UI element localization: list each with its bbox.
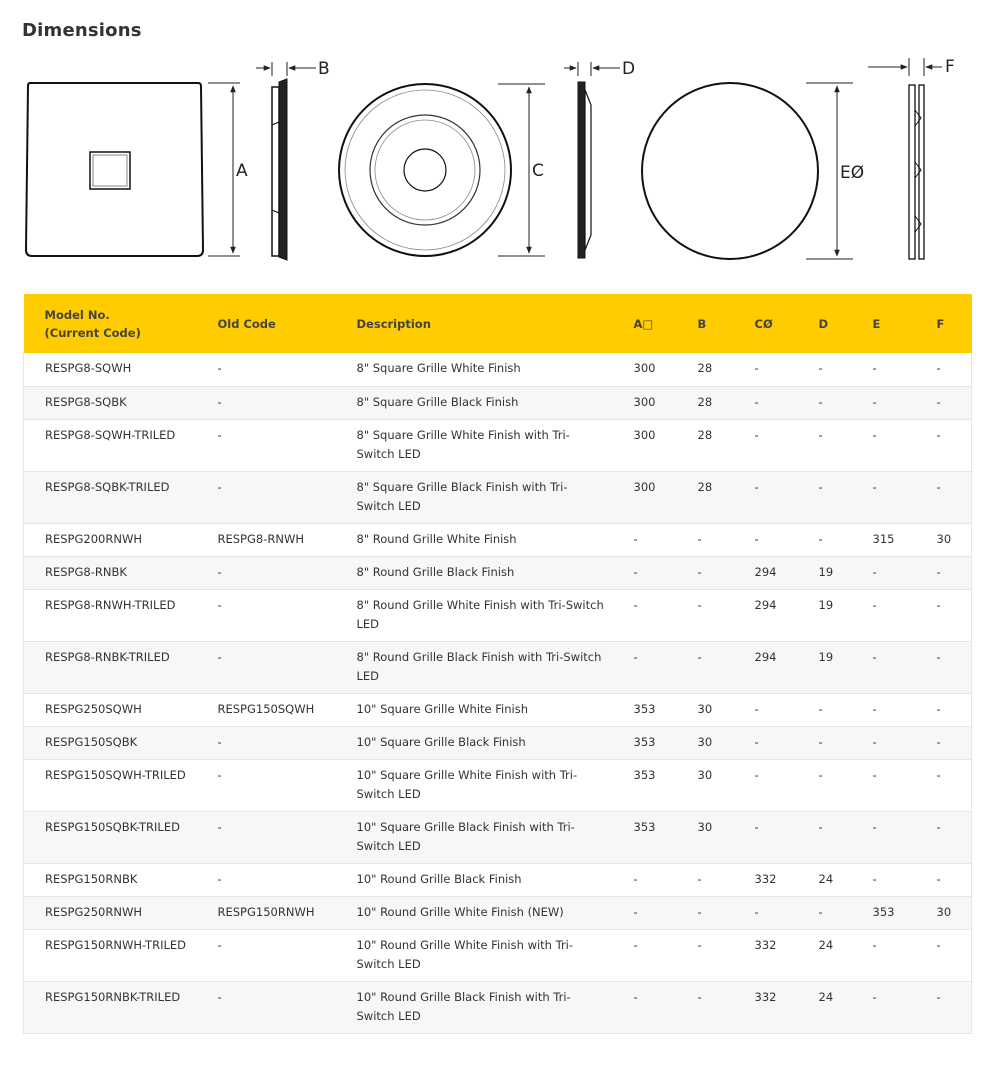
label-c: C bbox=[532, 161, 544, 181]
header-model-line1: Model No. bbox=[44, 307, 110, 322]
cell-e: - bbox=[852, 471, 916, 523]
cell-old-code: - bbox=[197, 589, 336, 641]
cell-c: - bbox=[734, 386, 798, 419]
cell-c: - bbox=[734, 726, 798, 759]
cell-old-code: - bbox=[197, 353, 336, 386]
cell-description: 10" Round Grille White Finish (NEW) bbox=[336, 896, 613, 929]
cell-old-code: RESPG8-RNWH bbox=[197, 523, 336, 556]
cell-description: 10" Round Grille White Finish with Tri-Switch LED bbox=[336, 929, 613, 981]
cell-b: 28 bbox=[677, 353, 734, 386]
cell-a: - bbox=[613, 523, 677, 556]
cell-model: RESPG150SQBK bbox=[24, 726, 197, 759]
dimension-a-indicator bbox=[208, 83, 248, 256]
cell-d: 24 bbox=[798, 929, 852, 981]
cell-f: - bbox=[916, 811, 972, 863]
cell-old-code: - bbox=[197, 863, 336, 896]
cell-c: 332 bbox=[734, 929, 798, 981]
cell-f: - bbox=[916, 863, 972, 896]
cell-f: - bbox=[916, 471, 972, 523]
cell-b: - bbox=[677, 556, 734, 589]
header-model-no bbox=[24, 294, 197, 353]
table-row bbox=[24, 759, 972, 811]
cell-e: - bbox=[852, 693, 916, 726]
cell-d: - bbox=[798, 726, 852, 759]
cell-c: 332 bbox=[734, 863, 798, 896]
cell-c: 294 bbox=[734, 556, 798, 589]
cell-d: 19 bbox=[798, 641, 852, 693]
header-model-line2: (Current Code) bbox=[44, 325, 141, 340]
cell-b: 28 bbox=[677, 419, 734, 471]
cell-model: RESPG250SQWH bbox=[24, 693, 197, 726]
cell-b: 28 bbox=[677, 386, 734, 419]
cell-c: - bbox=[734, 471, 798, 523]
header-description: Description bbox=[336, 294, 613, 353]
cell-old-code: - bbox=[197, 419, 336, 471]
table-row bbox=[24, 556, 972, 589]
cell-f: 30 bbox=[916, 523, 972, 556]
cell-d: - bbox=[798, 896, 852, 929]
cell-a: - bbox=[613, 863, 677, 896]
cell-c: 294 bbox=[734, 641, 798, 693]
dimension-b-indicator bbox=[256, 59, 330, 79]
cell-c: - bbox=[734, 693, 798, 726]
dimension-f-indicator bbox=[868, 57, 955, 77]
cell-description: 10" Square Grille Black Finish with Tri-Switch LED bbox=[336, 811, 613, 863]
label-d: D bbox=[622, 59, 636, 79]
cell-f: - bbox=[916, 589, 972, 641]
cell-d: - bbox=[798, 471, 852, 523]
cell-f: - bbox=[916, 419, 972, 471]
cell-model: RESPG8-RNBK-TRILED bbox=[24, 641, 197, 693]
cell-old-code: - bbox=[197, 471, 336, 523]
cell-a: 300 bbox=[613, 353, 677, 386]
square-grille-side-view bbox=[272, 79, 287, 260]
cell-model: RESPG8-RNBK bbox=[24, 556, 197, 589]
cell-old-code: - bbox=[197, 981, 336, 1033]
cell-old-code: - bbox=[197, 641, 336, 693]
table-row bbox=[24, 981, 972, 1033]
cell-c: 294 bbox=[734, 589, 798, 641]
round-grille-front-view bbox=[339, 84, 511, 256]
cell-f: - bbox=[916, 641, 972, 693]
cell-c: - bbox=[734, 896, 798, 929]
cell-description: 10" Round Grille Black Finish bbox=[336, 863, 613, 896]
table-row bbox=[24, 693, 972, 726]
cell-c: - bbox=[734, 419, 798, 471]
cell-model: RESPG8-SQBK-TRILED bbox=[24, 471, 197, 523]
cell-a: - bbox=[613, 589, 677, 641]
cell-e: - bbox=[852, 811, 916, 863]
cell-f: - bbox=[916, 693, 972, 726]
cell-e: - bbox=[852, 929, 916, 981]
cell-e: - bbox=[852, 726, 916, 759]
cell-e: - bbox=[852, 353, 916, 386]
header-a: A□ bbox=[613, 294, 677, 353]
flat-round-grille-front-view bbox=[642, 83, 818, 259]
dimensions-table bbox=[23, 294, 972, 1034]
cell-e: - bbox=[852, 981, 916, 1033]
cell-a: 353 bbox=[613, 693, 677, 726]
cell-d: - bbox=[798, 386, 852, 419]
cell-old-code: RESPG150RNWH bbox=[197, 896, 336, 929]
cell-f: - bbox=[916, 353, 972, 386]
cell-e: 353 bbox=[852, 896, 916, 929]
cell-f: - bbox=[916, 556, 972, 589]
cell-c: - bbox=[734, 353, 798, 386]
cell-a: - bbox=[613, 556, 677, 589]
cell-d: 24 bbox=[798, 863, 852, 896]
header-old-code: Old Code bbox=[197, 294, 336, 353]
cell-b: - bbox=[677, 981, 734, 1033]
cell-a: - bbox=[613, 981, 677, 1033]
cell-d: 19 bbox=[798, 556, 852, 589]
table-row bbox=[24, 641, 972, 693]
cell-f: 30 bbox=[916, 896, 972, 929]
table-row bbox=[24, 471, 972, 523]
table-header-row bbox=[24, 294, 972, 353]
label-b: B bbox=[318, 59, 330, 79]
cell-model: RESPG8-SQWH bbox=[24, 353, 197, 386]
cell-f: - bbox=[916, 726, 972, 759]
cell-f: - bbox=[916, 981, 972, 1033]
cell-description: 8" Round Grille White Finish bbox=[336, 523, 613, 556]
cell-b: - bbox=[677, 929, 734, 981]
cell-e: - bbox=[852, 386, 916, 419]
flat-round-grille-side-view bbox=[909, 85, 924, 259]
cell-description: 10" Square Grille White Finish bbox=[336, 693, 613, 726]
cell-model: RESPG8-SQBK bbox=[24, 386, 197, 419]
cell-old-code: - bbox=[197, 726, 336, 759]
cell-e: - bbox=[852, 589, 916, 641]
cell-a: 300 bbox=[613, 386, 677, 419]
dimensions-diagram bbox=[0, 50, 1000, 275]
cell-d: - bbox=[798, 419, 852, 471]
cell-old-code: RESPG150SQWH bbox=[197, 693, 336, 726]
cell-a: - bbox=[613, 929, 677, 981]
cell-old-code: - bbox=[197, 556, 336, 589]
table-row bbox=[24, 863, 972, 896]
square-grille-front-view bbox=[26, 83, 203, 256]
table-row bbox=[24, 726, 972, 759]
cell-a: 300 bbox=[613, 419, 677, 471]
cell-description: 10" Square Grille White Finish with Tri-Switch LED bbox=[336, 759, 613, 811]
header-d: D bbox=[798, 294, 852, 353]
cell-c: - bbox=[734, 759, 798, 811]
cell-model: RESPG8-SQWH-TRILED bbox=[24, 419, 197, 471]
cell-model: RESPG150SQBK-TRILED bbox=[24, 811, 197, 863]
cell-b: - bbox=[677, 589, 734, 641]
cell-a: - bbox=[613, 641, 677, 693]
cell-description: 8" Square Grille White Finish with Tri-Switch LED bbox=[336, 419, 613, 471]
cell-d: - bbox=[798, 811, 852, 863]
cell-f: - bbox=[916, 386, 972, 419]
cell-e: - bbox=[852, 556, 916, 589]
cell-description: 10" Square Grille Black Finish bbox=[336, 726, 613, 759]
label-a: A bbox=[236, 161, 248, 181]
header-b: B bbox=[677, 294, 734, 353]
cell-a: - bbox=[613, 896, 677, 929]
table-row bbox=[24, 353, 972, 386]
cell-d: 19 bbox=[798, 589, 852, 641]
label-e: EØ bbox=[840, 163, 865, 183]
cell-model: RESPG150SQWH-TRILED bbox=[24, 759, 197, 811]
header-e: E bbox=[852, 294, 916, 353]
cell-f: - bbox=[916, 929, 972, 981]
cell-e: - bbox=[852, 759, 916, 811]
cell-old-code: - bbox=[197, 929, 336, 981]
cell-d: - bbox=[798, 353, 852, 386]
cell-e: - bbox=[852, 419, 916, 471]
cell-description: 8" Round Grille White Finish with Tri-Switch LED bbox=[336, 589, 613, 641]
cell-model: RESPG200RNWH bbox=[24, 523, 197, 556]
table-row bbox=[24, 589, 972, 641]
cell-b: - bbox=[677, 641, 734, 693]
cell-d: 24 bbox=[798, 981, 852, 1033]
table-row bbox=[24, 523, 972, 556]
cell-model: RESPG150RNBK bbox=[24, 863, 197, 896]
cell-c: - bbox=[734, 523, 798, 556]
cell-d: - bbox=[798, 759, 852, 811]
table-row bbox=[24, 386, 972, 419]
table-row bbox=[24, 811, 972, 863]
cell-description: 8" Round Grille Black Finish with Tri-Switch LED bbox=[336, 641, 613, 693]
cell-model: RESPG150RNWH-TRILED bbox=[24, 929, 197, 981]
cell-e: - bbox=[852, 641, 916, 693]
cell-b: - bbox=[677, 896, 734, 929]
table-row bbox=[24, 896, 972, 929]
round-grille-side-view bbox=[578, 82, 591, 258]
cell-a: 300 bbox=[613, 471, 677, 523]
cell-b: 30 bbox=[677, 759, 734, 811]
cell-a: 353 bbox=[613, 811, 677, 863]
dimension-d-indicator bbox=[564, 59, 635, 79]
cell-c: - bbox=[734, 811, 798, 863]
cell-e: - bbox=[852, 863, 916, 896]
header-c: CØ bbox=[734, 294, 798, 353]
cell-b: - bbox=[677, 523, 734, 556]
cell-d: - bbox=[798, 693, 852, 726]
cell-a: 353 bbox=[613, 726, 677, 759]
cell-b: 28 bbox=[677, 471, 734, 523]
cell-a: 353 bbox=[613, 759, 677, 811]
label-f: F bbox=[945, 57, 955, 77]
header-f: F bbox=[916, 294, 972, 353]
cell-b: - bbox=[677, 863, 734, 896]
cell-description: 8" Square Grille White Finish bbox=[336, 353, 613, 386]
cell-old-code: - bbox=[197, 759, 336, 811]
cell-b: 30 bbox=[677, 693, 734, 726]
cell-d: - bbox=[798, 523, 852, 556]
table-row bbox=[24, 419, 972, 471]
cell-c: 332 bbox=[734, 981, 798, 1033]
cell-description: 8" Square Grille Black Finish bbox=[336, 386, 613, 419]
cell-model: RESPG150RNBK-TRILED bbox=[24, 981, 197, 1033]
cell-f: - bbox=[916, 759, 972, 811]
cell-e: 315 bbox=[852, 523, 916, 556]
cell-model: RESPG250RNWH bbox=[24, 896, 197, 929]
cell-old-code: - bbox=[197, 386, 336, 419]
cell-description: 8" Round Grille Black Finish bbox=[336, 556, 613, 589]
cell-model: RESPG8-RNWH-TRILED bbox=[24, 589, 197, 641]
cell-b: 30 bbox=[677, 811, 734, 863]
page-title: Dimensions bbox=[22, 20, 142, 41]
cell-description: 10" Round Grille Black Finish with Tri-Switch LED bbox=[336, 981, 613, 1033]
table-row bbox=[24, 929, 972, 981]
cell-old-code: - bbox=[197, 811, 336, 863]
cell-b: 30 bbox=[677, 726, 734, 759]
cell-description: 8" Square Grille Black Finish with Tri-Switch LED bbox=[336, 471, 613, 523]
